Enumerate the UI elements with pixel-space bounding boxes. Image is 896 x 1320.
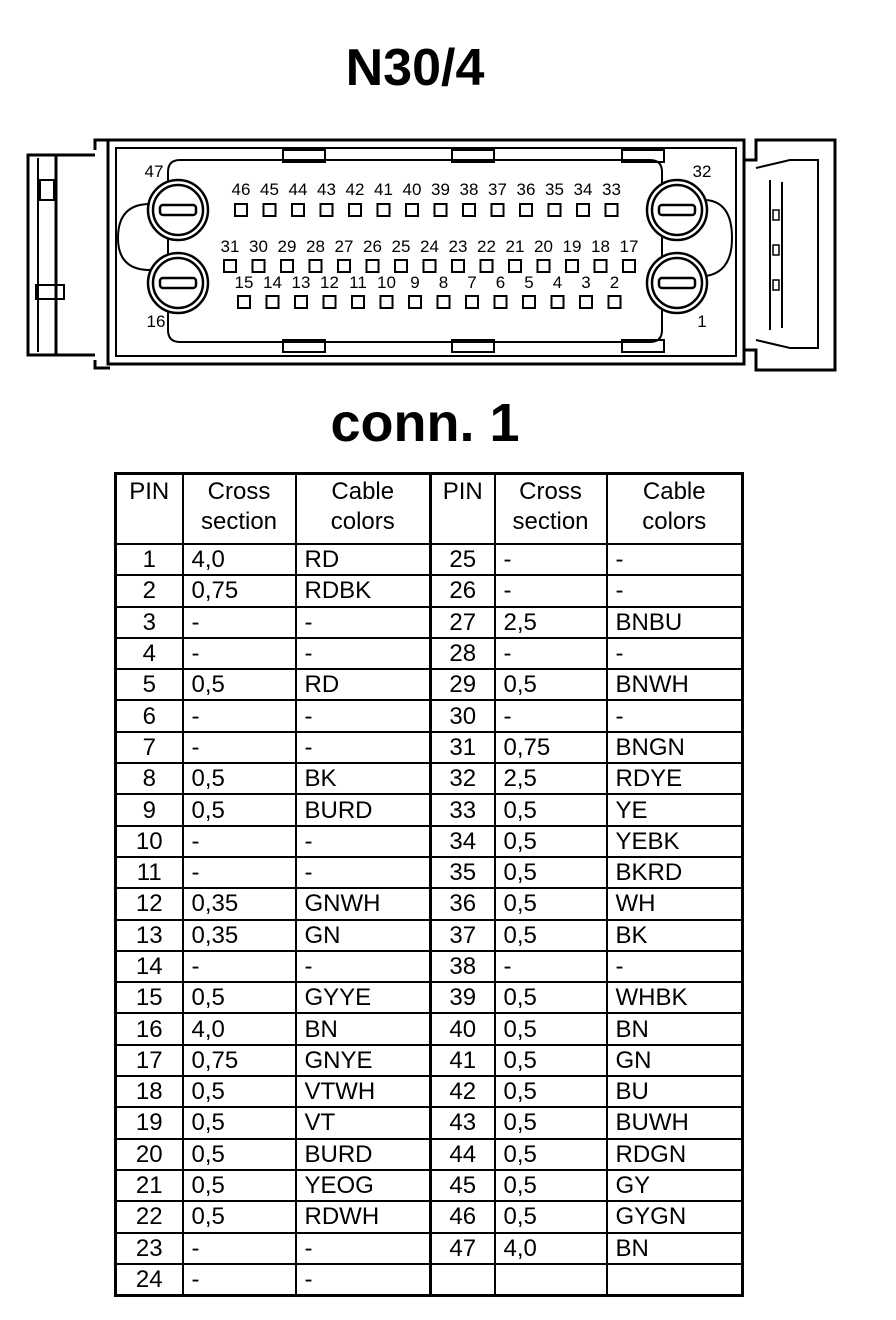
cable-color-cell: VTWH xyxy=(296,1076,431,1107)
pin-number-cell: 13 xyxy=(116,920,183,951)
pin-label-middle: 19 xyxy=(562,237,582,256)
cross-section-cell: 0,5 xyxy=(495,669,607,700)
pin-number-cell: 23 xyxy=(116,1233,183,1264)
pin-socket xyxy=(395,260,407,272)
pin-number-cell: 34 xyxy=(431,826,495,857)
pin-number-cell: 9 xyxy=(116,794,183,825)
cable-color-cell: BK xyxy=(296,763,431,794)
pin-number-cell: 1 xyxy=(116,544,183,575)
cable-color-cell: RDBK xyxy=(296,575,431,606)
pin-socket xyxy=(267,296,279,308)
cable-color-cell: GYGN xyxy=(607,1201,743,1232)
cross-section-cell: 0,5 xyxy=(495,1076,607,1107)
cross-section-cell: 0,5 xyxy=(495,1201,607,1232)
pin-label-bottom: 5 xyxy=(524,273,534,292)
cross-section-cell: 0,5 xyxy=(183,669,296,700)
cross-section-cell: 0,5 xyxy=(495,1107,607,1138)
pin-label-bottom: 15 xyxy=(234,273,254,292)
pin-number-cell: 39 xyxy=(431,982,495,1013)
pin-socket xyxy=(235,204,247,216)
pin-socket xyxy=(324,296,336,308)
pin-number-cell: 19 xyxy=(116,1107,183,1138)
pin-number-cell: 31 xyxy=(431,732,495,763)
pin-socket xyxy=(481,260,493,272)
cable-color-cell: BU xyxy=(607,1076,743,1107)
corner-pin-label: 47 xyxy=(144,162,164,181)
table-row xyxy=(116,1139,743,1170)
pin-socket xyxy=(492,204,504,216)
pin-label-bottom: 11 xyxy=(349,273,367,292)
cable-color-cell: - xyxy=(296,1233,431,1264)
pin-label-bottom: 9 xyxy=(410,273,420,292)
pin-socket xyxy=(520,204,532,216)
table-row xyxy=(116,607,743,638)
table-row xyxy=(116,826,743,857)
cable-color-cell: BN xyxy=(296,1013,431,1044)
pin-number-cell: 21 xyxy=(116,1170,183,1201)
pin-number-cell: 27 xyxy=(431,607,495,638)
cable-color-cell: - xyxy=(296,732,431,763)
cross-section-cell: 0,75 xyxy=(495,732,607,763)
cross-section-cell: - xyxy=(183,857,296,888)
table-row xyxy=(116,732,743,763)
column-header: Cross section xyxy=(183,474,296,545)
table-row xyxy=(116,920,743,951)
pin-number-cell: 41 xyxy=(431,1045,495,1076)
cross-section-cell: - xyxy=(183,1264,296,1296)
pin-socket xyxy=(281,260,293,272)
pin-number-cell: 6 xyxy=(116,700,183,731)
table-row xyxy=(116,1170,743,1201)
cross-section-cell: 0,5 xyxy=(183,1107,296,1138)
table-row xyxy=(116,575,743,606)
pin-number-cell: 44 xyxy=(431,1139,495,1170)
pin-socket xyxy=(552,296,564,308)
cable-color-cell: WH xyxy=(607,888,743,919)
pin-socket xyxy=(452,260,464,272)
pin-socket xyxy=(609,296,621,308)
cross-section-cell: 0,5 xyxy=(495,857,607,888)
pin-socket xyxy=(295,296,307,308)
cable-color-cell: RDWH xyxy=(296,1201,431,1232)
cable-color-cell: - xyxy=(607,638,743,669)
table-header-row xyxy=(116,474,743,545)
pin-socket xyxy=(253,260,265,272)
pin-socket xyxy=(595,260,607,272)
cross-section-cell: 0,5 xyxy=(183,1201,296,1232)
pin-label-middle: 29 xyxy=(277,237,297,256)
cable-color-cell: YEOG xyxy=(296,1170,431,1201)
cable-color-cell: GYYE xyxy=(296,982,431,1013)
pin-number-cell: 10 xyxy=(116,826,183,857)
cable-color-cell: BURD xyxy=(296,1139,431,1170)
pin-label-top: 33 xyxy=(602,180,621,199)
screw-icon xyxy=(148,253,208,313)
cross-section-cell: 0,75 xyxy=(183,575,296,606)
table-row xyxy=(116,544,743,575)
pin-number-cell: 5 xyxy=(116,669,183,700)
screw-icon xyxy=(647,180,707,240)
table-row xyxy=(116,888,743,919)
screw-icon xyxy=(148,180,208,240)
pin-label-top: 45 xyxy=(260,180,279,199)
column-header: Cross section xyxy=(495,474,607,545)
pin-number-cell: 40 xyxy=(431,1013,495,1044)
pin-label-top: 39 xyxy=(431,180,450,199)
cable-color-cell: - xyxy=(296,826,431,857)
pin-socket xyxy=(495,296,507,308)
pin-number-cell: 29 xyxy=(431,669,495,700)
pin-label-middle: 17 xyxy=(619,237,639,256)
pin-number-cell: 7 xyxy=(116,732,183,763)
cross-section-cell: - xyxy=(495,575,607,606)
corner-pin-label: 16 xyxy=(146,312,166,331)
pin-number-cell: 36 xyxy=(431,888,495,919)
pin-socket xyxy=(435,204,447,216)
cable-color-cell: GN xyxy=(607,1045,743,1076)
pin-label-middle: 21 xyxy=(505,237,525,256)
connector-subtitle: conn. 1 xyxy=(330,393,520,453)
cable-color-cell: - xyxy=(607,700,743,731)
cross-section-cell: 0,5 xyxy=(495,1045,607,1076)
cross-section-cell: - xyxy=(495,700,607,731)
pin-number-cell: 18 xyxy=(116,1076,183,1107)
pin-socket xyxy=(466,296,478,308)
pin-socket xyxy=(238,296,250,308)
pin-number-cell: 32 xyxy=(431,763,495,794)
cross-section-cell: - xyxy=(183,826,296,857)
column-header: Cable colors xyxy=(607,474,743,545)
pin-label-bottom: 2 xyxy=(609,273,620,292)
pin-number-cell: 46 xyxy=(431,1201,495,1232)
corner-pin-label: 1 xyxy=(697,312,707,331)
pin-socket xyxy=(264,204,276,216)
cable-color-cell: - xyxy=(607,544,743,575)
cross-section-cell: - xyxy=(495,544,607,575)
pin-assignment-table xyxy=(114,472,744,1297)
table-row xyxy=(116,1264,743,1296)
cable-color-cell: BNWH xyxy=(607,669,743,700)
cable-color-cell: RD xyxy=(296,669,431,700)
pin-label-middle: 30 xyxy=(249,237,268,256)
pin-label-top: 34 xyxy=(573,180,593,199)
pin-number-cell: 33 xyxy=(431,794,495,825)
pin-label-middle: 27 xyxy=(334,237,354,256)
table-row xyxy=(116,669,743,700)
pin-socket xyxy=(409,296,421,308)
cross-section-cell: - xyxy=(183,951,296,982)
column-header: PIN xyxy=(116,474,183,545)
pin-socket xyxy=(381,296,393,308)
corner-pin-label: 32 xyxy=(692,162,712,181)
cable-color-cell xyxy=(607,1264,743,1296)
cross-section-cell: - xyxy=(495,638,607,669)
cable-color-cell: GY xyxy=(607,1170,743,1201)
cross-section-cell: - xyxy=(183,607,296,638)
pin-number-cell: 45 xyxy=(431,1170,495,1201)
table-row xyxy=(116,1107,743,1138)
table-row xyxy=(116,1076,743,1107)
cable-color-cell: RD xyxy=(296,544,431,575)
pin-label-top: 36 xyxy=(516,180,536,199)
cable-color-cell: - xyxy=(607,575,743,606)
cable-color-cell: GNWH xyxy=(296,888,431,919)
cable-color-cell: - xyxy=(296,607,431,638)
pin-socket xyxy=(224,260,236,272)
cable-color-cell: YE xyxy=(607,794,743,825)
table-row xyxy=(116,982,743,1013)
pin-label-bottom: 12 xyxy=(320,273,339,292)
pin-socket xyxy=(580,296,592,308)
cable-color-cell: BN xyxy=(607,1233,743,1264)
pin-number-cell: 16 xyxy=(116,1013,183,1044)
pin-socket xyxy=(523,296,535,308)
pin-number-cell: 2 xyxy=(116,575,183,606)
pin-number-cell: 12 xyxy=(116,888,183,919)
cable-color-cell: BNBU xyxy=(607,607,743,638)
cable-color-cell: - xyxy=(296,951,431,982)
pin-number-cell: 37 xyxy=(431,920,495,951)
pin-label-bottom: 13 xyxy=(291,273,311,292)
pin-number-cell: 20 xyxy=(116,1139,183,1170)
pin-label-top: 40 xyxy=(402,180,422,199)
table-row xyxy=(116,700,743,731)
column-header: Cable colors xyxy=(296,474,431,545)
pin-label-bottom: 4 xyxy=(552,273,563,292)
pin-label-bottom: 10 xyxy=(377,273,396,292)
cable-color-cell: BNGN xyxy=(607,732,743,763)
cross-section-cell: - xyxy=(183,1233,296,1264)
cross-section-cell: 0,35 xyxy=(183,920,296,951)
pin-number-cell: 14 xyxy=(116,951,183,982)
cable-color-cell: - xyxy=(296,1264,431,1296)
pin-number-cell xyxy=(431,1264,495,1296)
pin-number-cell: 26 xyxy=(431,575,495,606)
pin-socket xyxy=(566,260,578,272)
cross-section-cell: - xyxy=(495,951,607,982)
table-row xyxy=(116,951,743,982)
pin-label-middle: 22 xyxy=(477,237,496,256)
pin-socket xyxy=(424,260,436,272)
pin-socket xyxy=(338,260,350,272)
pin-label-middle: 23 xyxy=(448,237,468,256)
cross-section-cell: - xyxy=(183,638,296,669)
table-row xyxy=(116,794,743,825)
pin-number-cell: 17 xyxy=(116,1045,183,1076)
pin-label-bottom: 7 xyxy=(467,273,477,292)
pin-label-top: 44 xyxy=(288,180,308,199)
pin-socket xyxy=(509,260,521,272)
pin-number-cell: 11 xyxy=(116,857,183,888)
cable-color-cell: RDYE xyxy=(607,763,743,794)
cable-color-cell: YEBK xyxy=(607,826,743,857)
pin-number-cell: 4 xyxy=(116,638,183,669)
pin-number-cell: 42 xyxy=(431,1076,495,1107)
pin-number-cell: 47 xyxy=(431,1233,495,1264)
pin-socket xyxy=(538,260,550,272)
pin-socket xyxy=(438,296,450,308)
table-row xyxy=(116,763,743,794)
pin-socket xyxy=(292,204,304,216)
pin-socket xyxy=(352,296,364,308)
cable-color-cell: BK xyxy=(607,920,743,951)
cross-section-cell: 0,5 xyxy=(495,1170,607,1201)
cross-section-cell: 0,5 xyxy=(183,1076,296,1107)
pin-socket xyxy=(463,204,475,216)
cross-section-cell: 0,5 xyxy=(183,763,296,794)
cable-color-cell: - xyxy=(296,638,431,669)
pin-label-bottom: 14 xyxy=(263,273,282,292)
pin-number-cell: 38 xyxy=(431,951,495,982)
table-row xyxy=(116,1233,743,1264)
pin-number-cell: 28 xyxy=(431,638,495,669)
cross-section-cell: 0,5 xyxy=(495,920,607,951)
table-row xyxy=(116,1013,743,1044)
cross-section-cell xyxy=(495,1264,607,1296)
cable-color-cell: RDGN xyxy=(607,1139,743,1170)
pin-number-cell: 24 xyxy=(116,1264,183,1296)
pin-socket xyxy=(606,204,618,216)
pin-number-cell: 25 xyxy=(431,544,495,575)
pin-label-top: 41 xyxy=(374,180,393,199)
pin-socket xyxy=(310,260,322,272)
cable-color-cell: GNYE xyxy=(296,1045,431,1076)
table-row xyxy=(116,638,743,669)
pin-label-top: 42 xyxy=(345,180,365,199)
cable-color-cell: WHBK xyxy=(607,982,743,1013)
pin-number-cell: 43 xyxy=(431,1107,495,1138)
cross-section-cell: 0,5 xyxy=(183,1139,296,1170)
cable-color-cell: - xyxy=(296,700,431,731)
pin-socket xyxy=(623,260,635,272)
cross-section-cell: 0,35 xyxy=(183,888,296,919)
pin-number-cell: 22 xyxy=(116,1201,183,1232)
cable-color-cell: BUWH xyxy=(607,1107,743,1138)
pin-label-middle: 24 xyxy=(420,237,439,256)
cross-section-cell: 0,5 xyxy=(495,794,607,825)
connector-drawing xyxy=(0,120,896,380)
table-row xyxy=(116,857,743,888)
table-row xyxy=(116,1201,743,1232)
pin-number-cell: 3 xyxy=(116,607,183,638)
pin-number-cell: 30 xyxy=(431,700,495,731)
diagram-title: N30/4 xyxy=(345,39,485,97)
column-header: PIN xyxy=(431,474,495,545)
cross-section-cell: 0,5 xyxy=(183,794,296,825)
pin-label-middle: 31 xyxy=(220,237,240,256)
pin-socket xyxy=(367,260,379,272)
pin-label-top: 35 xyxy=(545,180,564,199)
pin-label-top: 43 xyxy=(317,180,336,199)
pin-label-middle: 20 xyxy=(534,237,553,256)
cross-section-cell: - xyxy=(183,700,296,731)
cable-color-cell: BURD xyxy=(296,794,431,825)
pin-socket xyxy=(321,204,333,216)
cross-section-cell: 0,5 xyxy=(495,826,607,857)
cable-color-cell: GN xyxy=(296,920,431,951)
cross-section-cell: 0,5 xyxy=(495,888,607,919)
pin-label-bottom: 3 xyxy=(581,273,591,292)
pin-socket xyxy=(406,204,418,216)
cross-section-cell: - xyxy=(183,732,296,763)
pin-label-top: 37 xyxy=(488,180,507,199)
pin-label-middle: 18 xyxy=(591,237,610,256)
cross-section-cell: 4,0 xyxy=(183,544,296,575)
cross-section-cell: 0,75 xyxy=(183,1045,296,1076)
pin-label-middle: 28 xyxy=(306,237,325,256)
pin-socket xyxy=(349,204,361,216)
cross-section-cell: 0,5 xyxy=(183,982,296,1013)
pin-socket xyxy=(577,204,589,216)
cross-section-cell: 2,5 xyxy=(495,763,607,794)
cable-color-cell: VT xyxy=(296,1107,431,1138)
pin-number-cell: 15 xyxy=(116,982,183,1013)
cross-section-cell: 4,0 xyxy=(495,1233,607,1264)
table-row xyxy=(116,1045,743,1076)
pin-label-top: 46 xyxy=(231,180,251,199)
cross-section-cell: 4,0 xyxy=(183,1013,296,1044)
cable-color-cell: - xyxy=(607,951,743,982)
screw-icon xyxy=(647,253,707,313)
cross-section-cell: 0,5 xyxy=(495,982,607,1013)
pin-label-bottom: 6 xyxy=(495,273,506,292)
pin-number-cell: 35 xyxy=(431,857,495,888)
pin-number-cell: 8 xyxy=(116,763,183,794)
pin-label-middle: 25 xyxy=(391,237,411,256)
pin-label-top: 38 xyxy=(459,180,479,199)
cross-section-cell: 0,5 xyxy=(183,1170,296,1201)
cross-section-cell: 0,5 xyxy=(495,1139,607,1170)
pin-socket xyxy=(378,204,390,216)
left-latch xyxy=(28,155,56,355)
pin-label-middle: 26 xyxy=(363,237,382,256)
cross-section-cell: 2,5 xyxy=(495,607,607,638)
pin-label-bottom: 8 xyxy=(438,273,449,292)
pin-socket xyxy=(549,204,561,216)
cable-color-cell: BKRD xyxy=(607,857,743,888)
cable-color-cell: BN xyxy=(607,1013,743,1044)
cable-color-cell: - xyxy=(296,857,431,888)
cross-section-cell: 0,5 xyxy=(495,1013,607,1044)
